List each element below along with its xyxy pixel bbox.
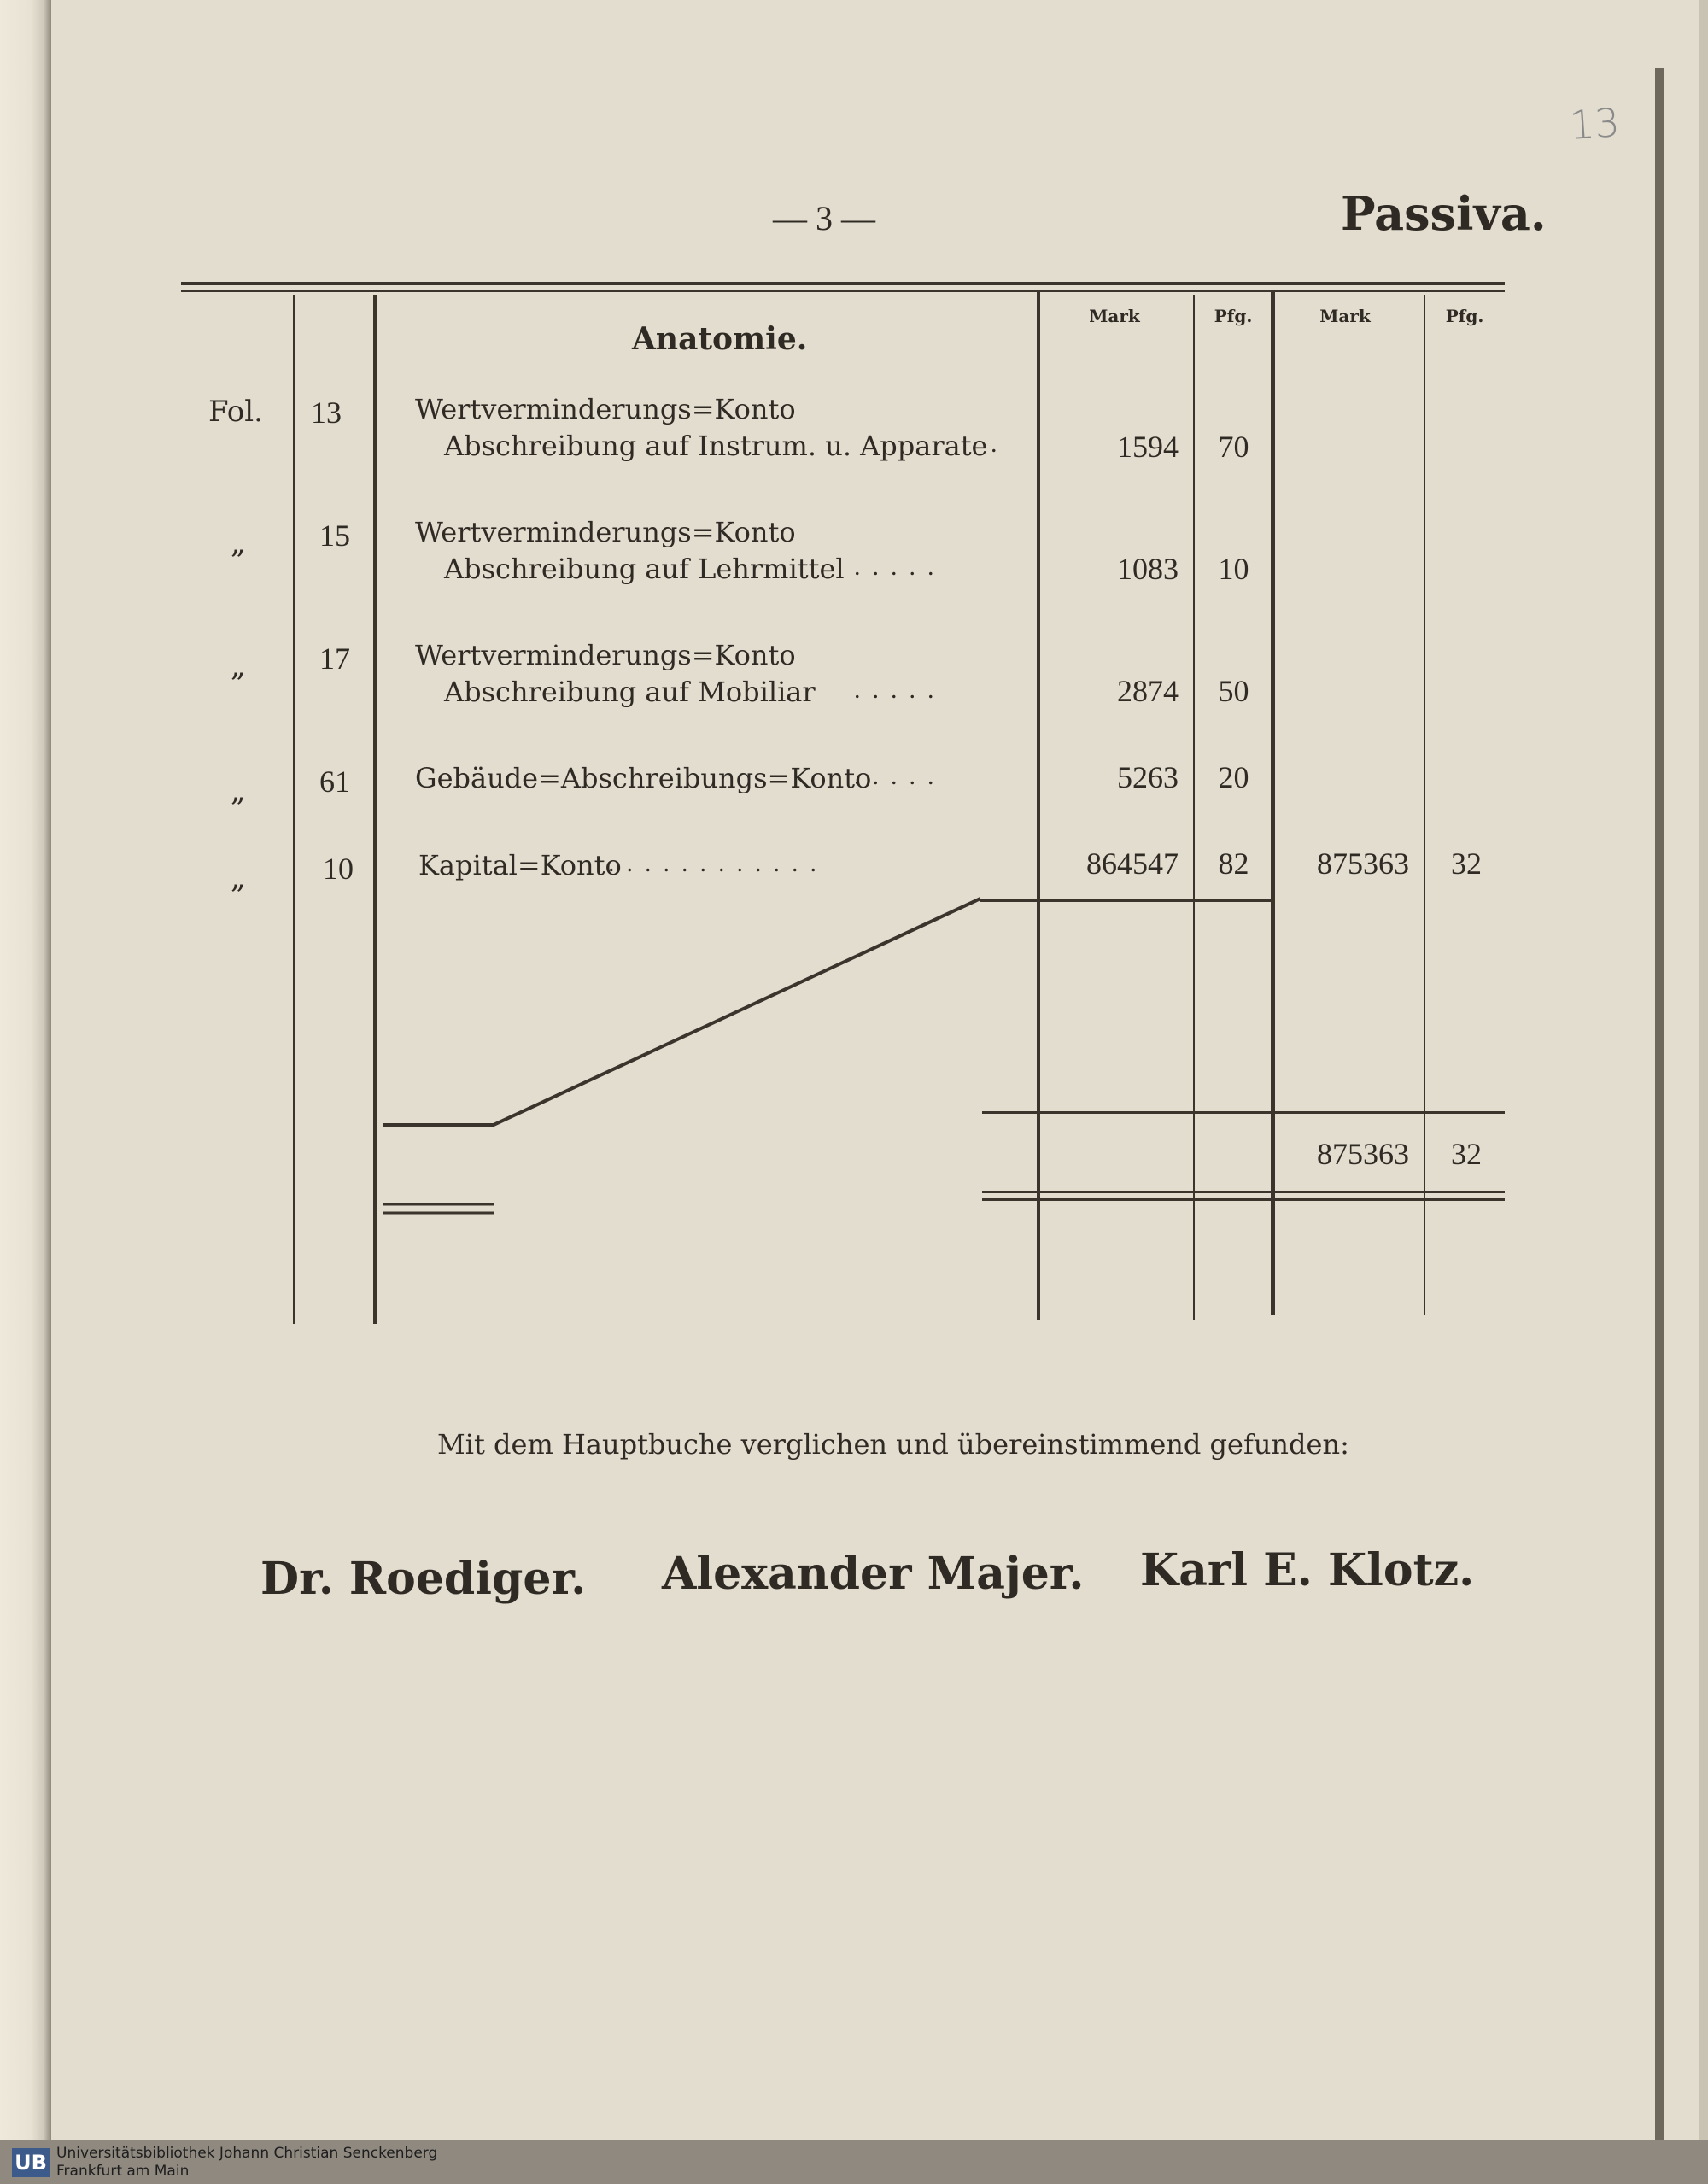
column-rule-pfg2-left xyxy=(1424,295,1425,1315)
row-3-mark: 2874 xyxy=(1117,674,1179,708)
signature-majer: Alexander Majer. xyxy=(662,1548,1085,1600)
top-rule-thin xyxy=(181,290,1505,292)
ub-logo: UB xyxy=(12,2148,50,2177)
row-2-mark: 1083 xyxy=(1117,552,1179,586)
page-edge xyxy=(1655,68,1664,2144)
row-5-total-pfg: 32 xyxy=(1451,846,1482,881)
footer-line-2: Frankfurt am Main xyxy=(56,2163,190,2180)
row-3-detail: Abschreibung auf Mobiliar xyxy=(444,676,816,708)
row-3-reference: „ xyxy=(231,649,246,683)
row-2-pfg: 10 xyxy=(1218,552,1249,586)
row-1-pfg: 70 xyxy=(1218,430,1249,464)
page-number: — 3 — xyxy=(773,199,875,237)
row-5-folio: 10 xyxy=(323,852,354,886)
column-header-pfg-1: Pfg. xyxy=(1214,306,1253,326)
row-3-pfg: 50 xyxy=(1218,674,1249,708)
row-1-detail: Abschreibung auf Instrum. u. Apparate xyxy=(444,430,988,462)
column-header-pfg-2: Pfg. xyxy=(1445,306,1484,326)
column-header-mark-1: Mark xyxy=(1089,306,1140,326)
verification-statement: Mit dem Hauptbuche verglichen und übereinstimmend gefunden: xyxy=(437,1428,1349,1461)
column-header-mark-2: Mark xyxy=(1319,306,1371,326)
row-4-account: Gebäude=Abschreibungs=Konto xyxy=(415,762,872,794)
handwritten-page-note: 13 xyxy=(1568,99,1622,149)
row-2-account: Wertverminderungs=Konto xyxy=(415,516,796,548)
row-5-total-mark: 875363 xyxy=(1317,846,1409,881)
side-title: Passiva. xyxy=(1341,186,1547,241)
footer-line-1: Universitätsbibliothek Johann Christian Senckenberg xyxy=(56,2145,438,2162)
column-rule-mark2-left xyxy=(1271,290,1275,1315)
total-rule-bottom-1 xyxy=(982,1191,1505,1193)
row-5-leader-dots: ............ xyxy=(608,849,828,877)
signature-klotz: Karl E. Klotz. xyxy=(1140,1544,1475,1596)
row-4-reference: „ xyxy=(231,774,246,808)
binding-spine xyxy=(0,0,51,2184)
signature-roediger: Dr. Roediger. xyxy=(260,1553,587,1605)
grand-total-pfg: 32 xyxy=(1451,1137,1482,1171)
row-2-reference: „ xyxy=(231,526,246,560)
library-footer xyxy=(0,2140,1708,2184)
row-5-mark: 864547 xyxy=(1086,846,1179,881)
grand-total-mark: 875363 xyxy=(1317,1137,1409,1171)
row-5-pfg: 82 xyxy=(1218,846,1249,881)
row-1-mark: 1594 xyxy=(1117,430,1179,464)
row-1-folio: 13 xyxy=(311,395,342,430)
row-5-account: Kapital=Konto xyxy=(418,849,622,881)
top-rule-thick xyxy=(181,282,1505,285)
column-rule-folio-left xyxy=(293,295,295,1324)
row-3-leader-dots: ..... xyxy=(854,676,946,704)
row-4-pfg: 20 xyxy=(1218,760,1249,794)
row-4-leader-dots: ..... xyxy=(854,762,946,790)
total-rule-top xyxy=(982,1111,1505,1114)
subtotal-rule xyxy=(980,899,1272,902)
row-1-account: Wertverminderungs=Konto xyxy=(415,393,796,425)
row-3-account: Wertverminderungs=Konto xyxy=(415,639,796,671)
row-4-folio: 61 xyxy=(319,764,350,799)
row-2-folio: 15 xyxy=(319,518,350,553)
row-3-folio: 17 xyxy=(319,641,350,676)
row-4-mark: 5263 xyxy=(1117,760,1179,794)
column-rule-pfg1-left xyxy=(1193,295,1195,1320)
row-2-detail: Abschreibung auf Lehrmittel xyxy=(444,553,845,585)
row-1-reference: Fol. xyxy=(208,395,263,429)
total-rule-bottom-2 xyxy=(982,1198,1505,1201)
row-5-reference: „ xyxy=(231,861,246,895)
row-1-leader-dots: . xyxy=(991,430,1009,458)
column-rule-mark1-left xyxy=(1037,290,1040,1320)
section-title: Anatomie. xyxy=(632,321,808,357)
filler-diagonal xyxy=(376,888,991,1230)
row-2-leader-dots: ..... xyxy=(854,553,946,581)
